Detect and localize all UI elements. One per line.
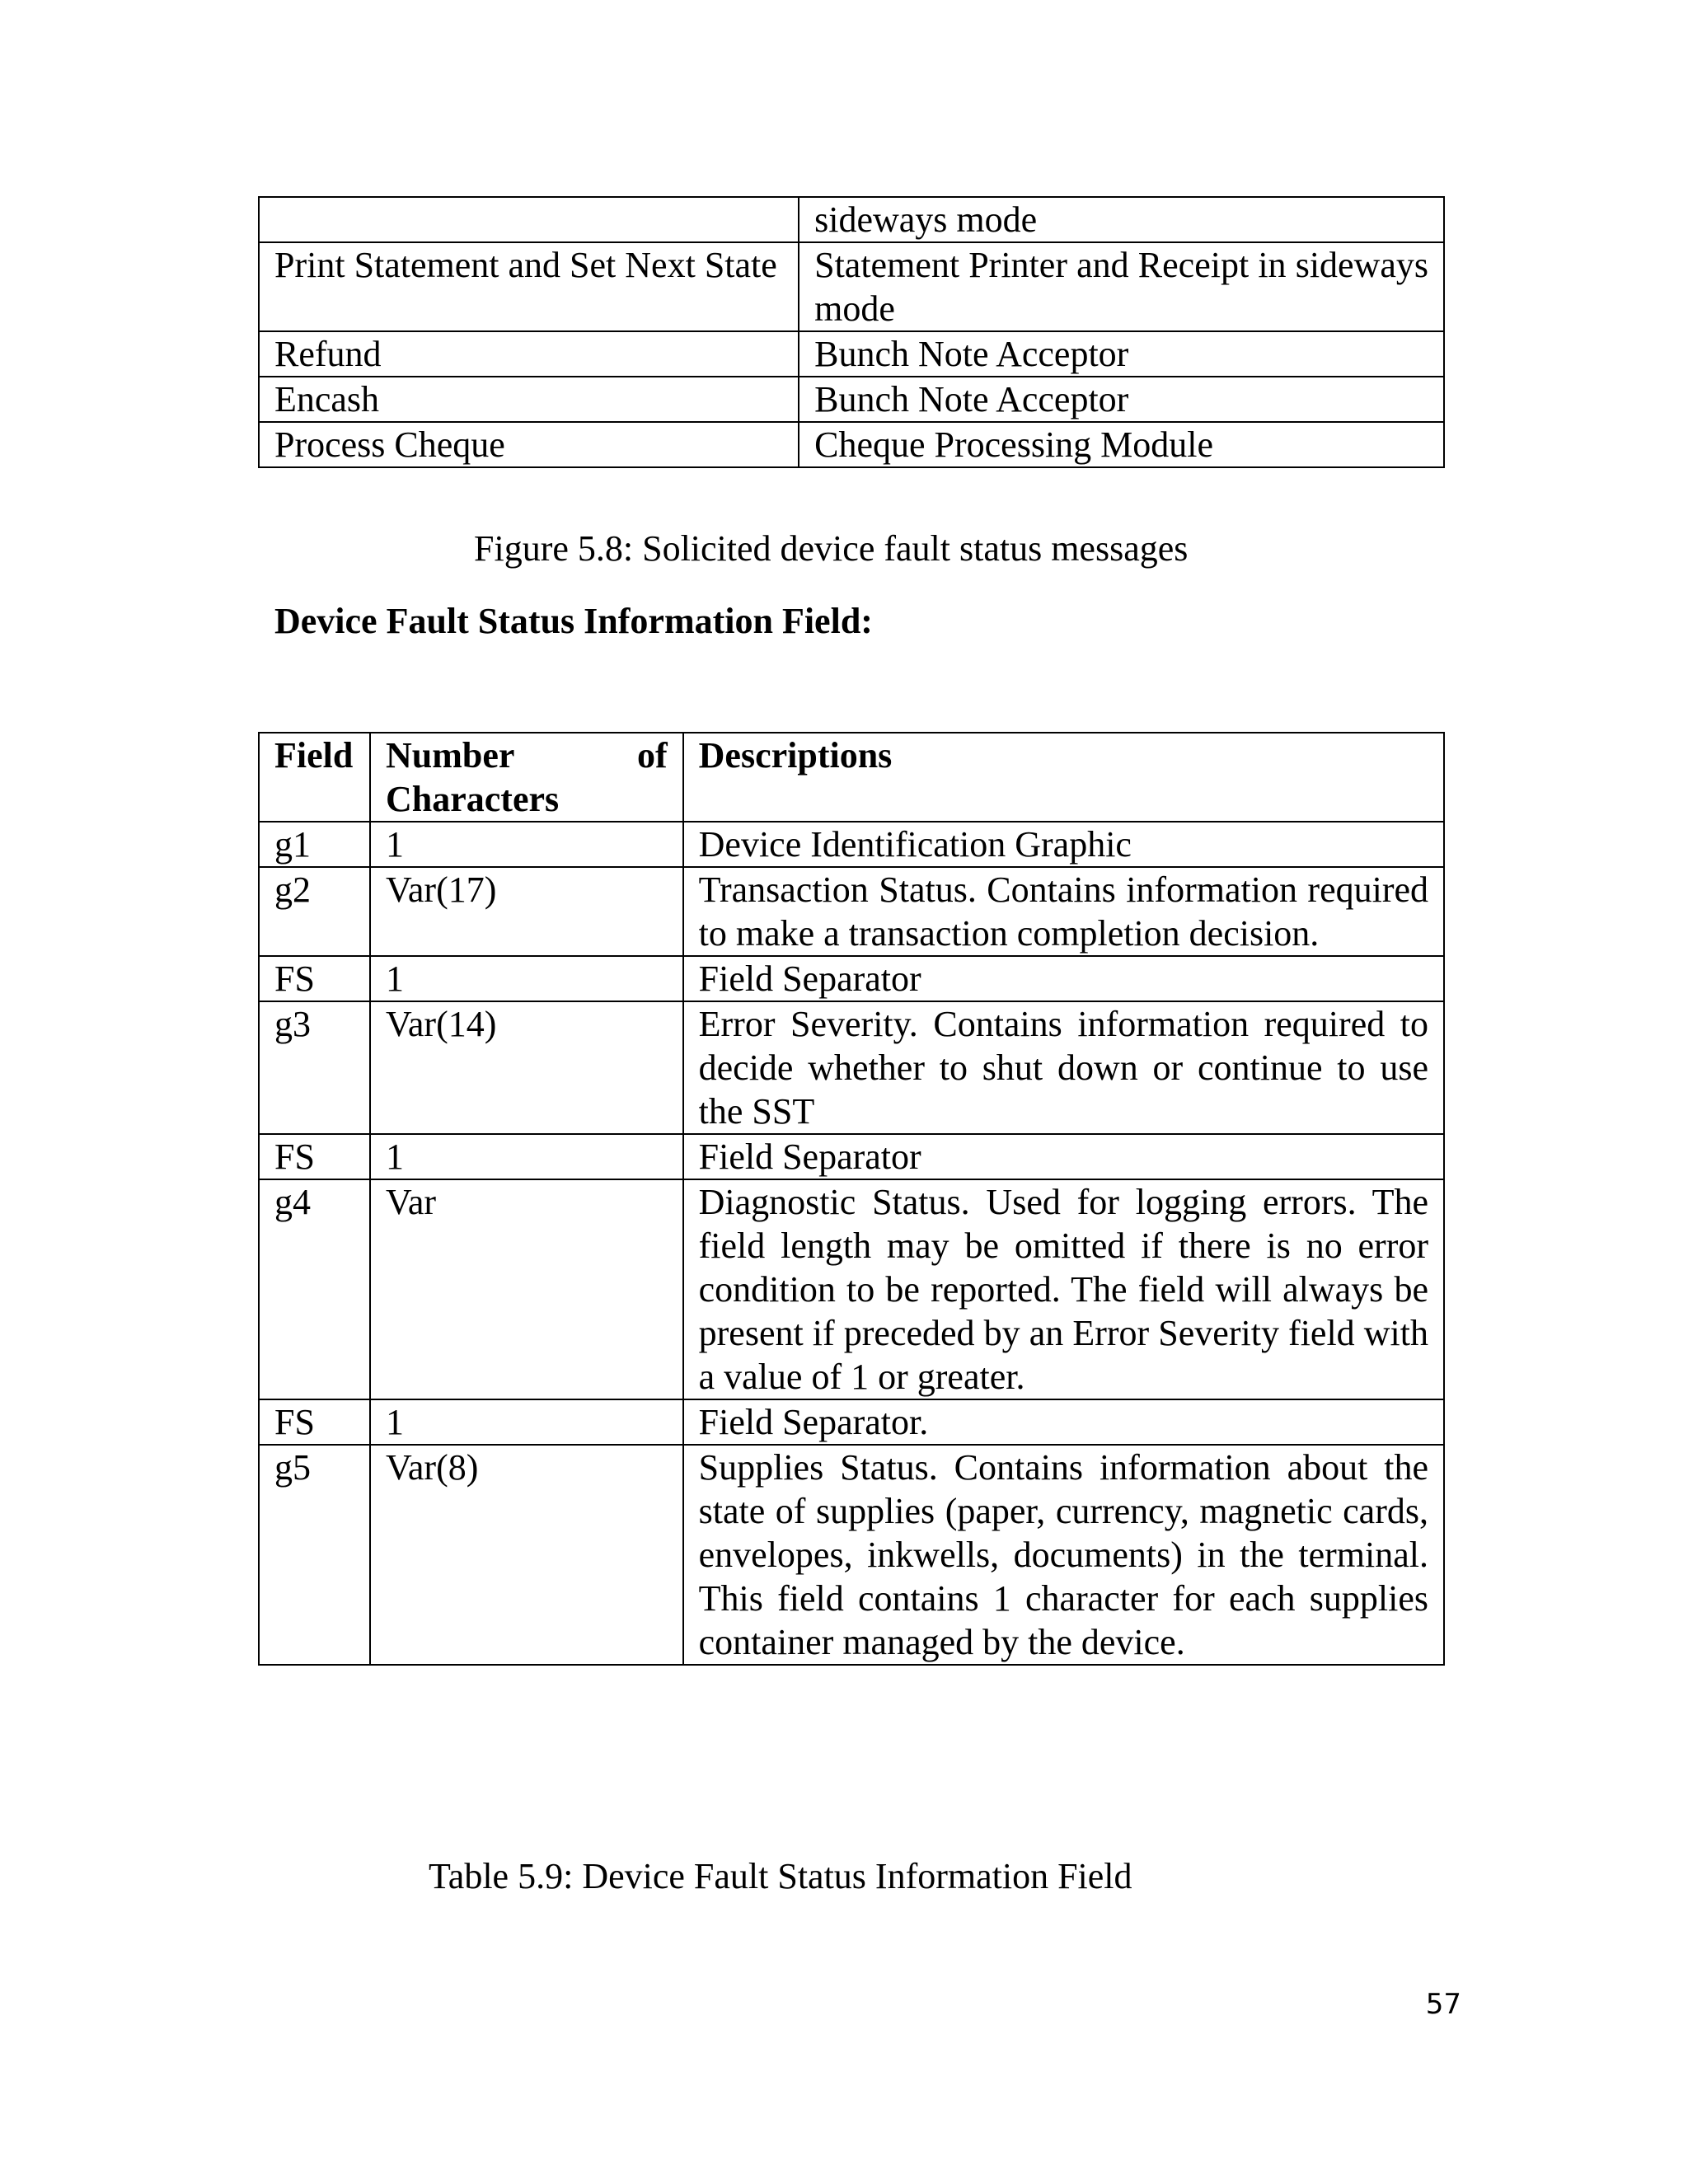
device-cell: Bunch Note Acceptor xyxy=(799,377,1444,422)
field-cell: g5 xyxy=(259,1445,370,1665)
description-cell: Error Severity. Contains information required to decide whether to shut down or continue to use the SST xyxy=(683,1001,1444,1134)
table-row xyxy=(259,197,1444,242)
field-cell: g1 xyxy=(259,822,370,867)
device-cell: sideways mode xyxy=(799,197,1444,242)
description-cell: Transaction Status. Contains information required to make a transaction completion decision. xyxy=(683,867,1444,956)
device-mapping-table xyxy=(258,196,1445,468)
table-row xyxy=(259,1179,1444,1399)
fault-status-fields-table xyxy=(258,732,1445,1666)
field-cell: g4 xyxy=(259,1179,370,1399)
table-row xyxy=(259,822,1444,867)
action-cell xyxy=(259,197,799,242)
table-row xyxy=(259,377,1444,422)
descriptions-column-header: Descriptions xyxy=(683,733,1444,822)
action-cell: Encash xyxy=(259,377,799,422)
field-cell: g3 xyxy=(259,1001,370,1134)
num-chars-cell: 1 xyxy=(370,956,683,1001)
device-cell: Statement Printer and Receipt in sideways mode xyxy=(799,242,1444,331)
figure-caption: Figure 5.8: Solicited device fault status messages xyxy=(474,528,1189,569)
action-cell: Process Cheque xyxy=(259,422,799,467)
description-cell: Device Identification Graphic xyxy=(683,822,1444,867)
page-number: 57 xyxy=(1425,1988,1461,2021)
num-chars-cell: Var(17) xyxy=(370,867,683,956)
action-cell: Print Statement and Set Next State xyxy=(259,242,799,331)
table-header-row xyxy=(259,733,1444,822)
description-cell: Supplies Status. Contains information about the state of supplies (paper, currency, magnetic cards, envelopes, inkwells, documents) in the terminal. This field contains 1 character for each supplies container managed by the device. xyxy=(683,1445,1444,1665)
description-cell: Diagnostic Status. Used for logging errors. The field length may be omitted if there is no error condition to be reported. The field will always be present if preceded by an Error Severity field with a value of 1 or greater. xyxy=(683,1179,1444,1399)
table-row xyxy=(259,1001,1444,1134)
num-chars-cell: Var(8) xyxy=(370,1445,683,1665)
description-cell: Field Separator xyxy=(683,1134,1444,1179)
table-row xyxy=(259,867,1444,956)
table-row xyxy=(259,1445,1444,1665)
section-heading: Device Fault Status Information Field: xyxy=(274,601,873,641)
num-chars-column-header: Number of Characters xyxy=(370,733,683,822)
action-cell: Refund xyxy=(259,331,799,377)
field-cell: FS xyxy=(259,1399,370,1445)
description-cell: Field Separator. xyxy=(683,1399,1444,1445)
device-cell: Cheque Processing Module xyxy=(799,422,1444,467)
num-chars-cell: 1 xyxy=(370,822,683,867)
num-chars-cell: Var(14) xyxy=(370,1001,683,1134)
field-cell: FS xyxy=(259,956,370,1001)
table-row xyxy=(259,242,1444,331)
field-cell: g2 xyxy=(259,867,370,956)
num-chars-cell: Var xyxy=(370,1179,683,1399)
field-cell: FS xyxy=(259,1134,370,1179)
field-column-header: Field xyxy=(259,733,370,822)
table-row xyxy=(259,422,1444,467)
num-chars-cell: 1 xyxy=(370,1399,683,1445)
device-cell: Bunch Note Acceptor xyxy=(799,331,1444,377)
table-row xyxy=(259,956,1444,1001)
table-row xyxy=(259,1134,1444,1179)
table-row xyxy=(259,331,1444,377)
table-row xyxy=(259,1399,1444,1445)
num-chars-cell: 1 xyxy=(370,1134,683,1179)
table-caption: Table 5.9: Device Fault Status Information Field xyxy=(429,1856,1132,1896)
description-cell: Field Separator xyxy=(683,956,1444,1001)
